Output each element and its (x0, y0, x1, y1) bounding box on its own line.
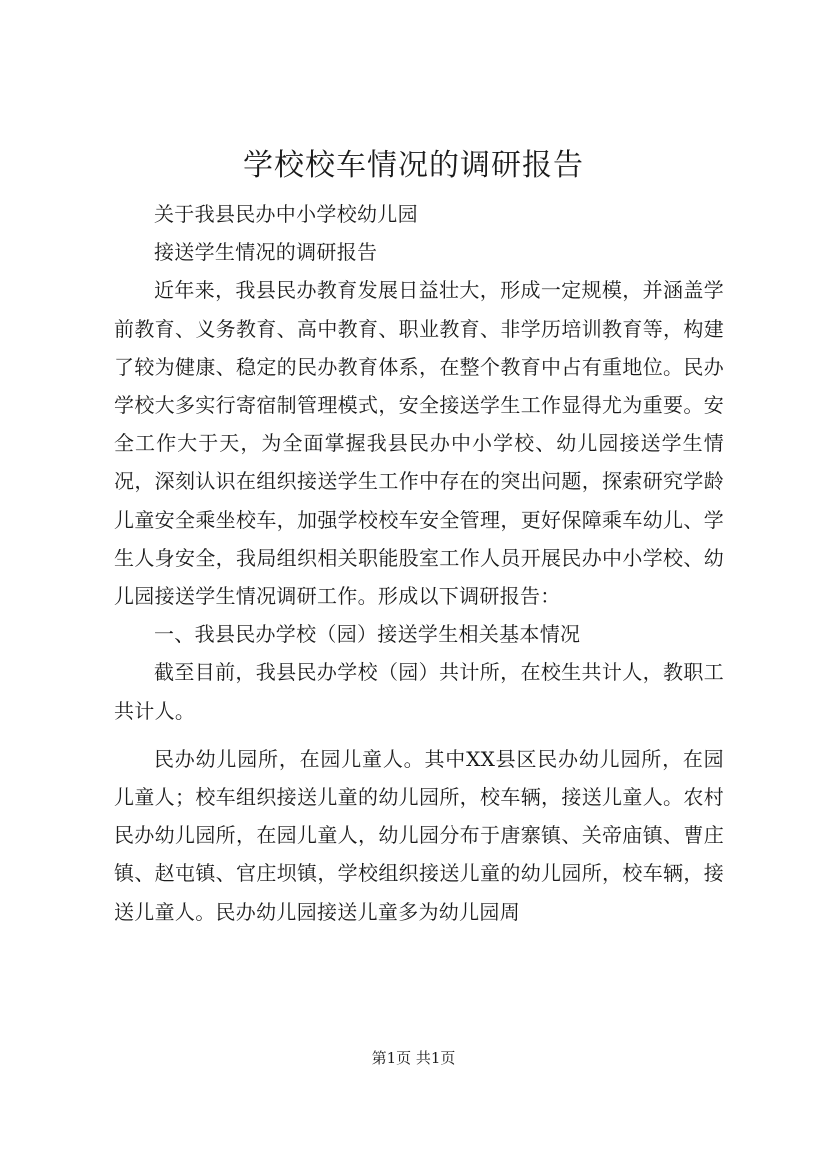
subtitle-line-2: 接送学生情况的调研报告 (154, 240, 378, 265)
document-title: 学校校车情况的调研报告 (243, 148, 584, 183)
paragraph-intro: 近年来，我县民办教育发展日益壮大，形成一定规模，并涵盖学前教育、义务教育、高中教育、职业教育、非学历培训教育等，构建了较为健康、稳定的民办教育体系，在整个教育中占有重地位。民办学校大多实行寄宿制管理模式，安全接送学生工作显得尤为重要。安全工作大于天，为全面掌握我县民办中小学校、幼儿园接送学生情况，深刻认识在组织接送学生工作中存在的突出问题，探索研究学龄儿童安全乘坐校车，加强学校校车安全管理，更好保障乘车幼儿、学生人身安全，我局组织相关职能股室工作人员开展民办中小学校、幼儿园接送学生情况调研工作。形成以下调研报告： (114, 278, 724, 609)
subtitle-line-1: 关于我县民办中小学校幼儿园 (154, 202, 418, 226)
section-heading-1: 一、我县民办学校（园）接送学生相关基本情况 (154, 622, 581, 647)
page-footer: 第1页 共1页 (371, 1049, 456, 1067)
document-body (114, 195, 724, 931)
paragraph-totals: 截至目前，我县民办学校（园）共计所，在校生共计人，教职工共计人。 (114, 660, 724, 723)
paragraph-kindergartens: 民办幼儿园所，在园儿童人。其中XX县区民办幼儿园所，在园儿童人；校车组织接送儿童的幼儿园所，校车辆，接送儿童人。农村民办幼儿园所，在园儿童人，幼儿园分布于唐寨镇、关帝庙镇、曹庄镇、赵屯镇、官庄坝镇，学校组织接送儿童的幼儿园所，校车辆，接送儿童人。民办幼儿园接送儿童多为幼儿园周 (114, 746, 724, 924)
